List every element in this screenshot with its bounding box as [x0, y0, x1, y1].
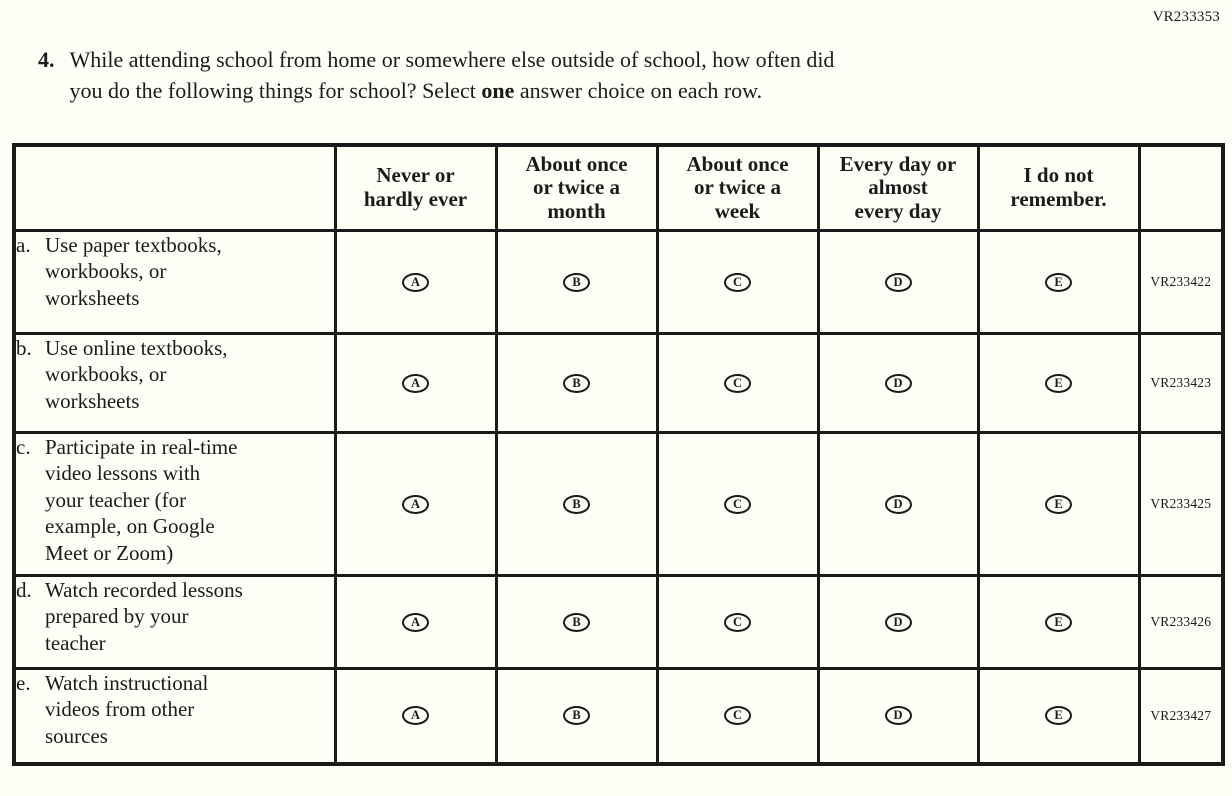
- header-row: [14, 145, 1223, 231]
- option-cell: [818, 433, 978, 576]
- option-cell: [657, 576, 818, 669]
- bubble-d-A[interactable]: A: [402, 613, 429, 632]
- question-text-line2: you do the following things for school? Select: [69, 78, 482, 104]
- option-cell: [978, 231, 1139, 334]
- column-header-do-not-remember: I do not remember.: [978, 145, 1139, 231]
- row-code-a: VR233422: [1139, 231, 1223, 334]
- row-prefix-a: a.: [16, 233, 31, 257]
- bubble-d-E[interactable]: E: [1045, 613, 1072, 632]
- option-cell: [818, 231, 978, 334]
- bubble-b-B[interactable]: B: [563, 374, 590, 393]
- table-row-c: [14, 433, 1223, 576]
- row-label-d: [14, 576, 335, 669]
- option-cell: [657, 669, 818, 764]
- row-code-b: VR233423: [1139, 334, 1223, 433]
- row-text-e: Watch instructional videos from other sources: [45, 671, 209, 748]
- row-text-c: Participate in real-time video lessons with your teacher (for example, on Google Meet or Zoom): [45, 435, 238, 565]
- row-prefix-c: c.: [16, 435, 31, 459]
- bubble-d-B[interactable]: B: [563, 613, 590, 632]
- bubble-b-E[interactable]: E: [1045, 374, 1072, 393]
- row-text-b: Use online textbooks, workbooks, or worksheets: [45, 336, 228, 413]
- option-cell: [335, 576, 496, 669]
- question-text: [70, 44, 1119, 106]
- bubble-c-B[interactable]: B: [563, 495, 590, 514]
- option-cell: [978, 669, 1139, 764]
- bubble-a-A[interactable]: A: [402, 273, 429, 292]
- table-row-a: [14, 231, 1223, 334]
- bubble-a-C[interactable]: C: [724, 273, 751, 292]
- row-text-a: Use paper textbooks, workbooks, or worksheets: [45, 233, 222, 310]
- option-cell: [657, 334, 818, 433]
- bubble-e-A[interactable]: A: [402, 706, 429, 725]
- bubble-a-B[interactable]: B: [563, 273, 590, 292]
- option-cell: [335, 669, 496, 764]
- column-header-once-twice-month: About once or twice a month: [496, 145, 657, 231]
- column-header-once-twice-week: About once or twice a week: [657, 145, 818, 231]
- column-header-every-day: Every day or almost every day: [818, 145, 978, 231]
- row-prefix-e: e.: [16, 671, 31, 695]
- bubble-d-D[interactable]: D: [885, 613, 912, 632]
- option-cell: [496, 231, 657, 334]
- question-text-line1: While attending school from home or somewhere else outside of school, how often did: [69, 47, 835, 72]
- option-cell: [335, 433, 496, 576]
- bubble-e-D[interactable]: D: [885, 706, 912, 725]
- bubble-e-B[interactable]: B: [563, 706, 590, 725]
- row-prefix-b: b.: [16, 336, 32, 360]
- option-cell: [978, 576, 1139, 669]
- option-cell: [978, 433, 1139, 576]
- bubble-b-C[interactable]: C: [724, 374, 751, 393]
- page-form-code: VR233353: [1152, 9, 1220, 25]
- option-cell: [978, 334, 1139, 433]
- row-code-d: VR233426: [1139, 576, 1223, 669]
- option-cell: [657, 231, 818, 334]
- row-label-e: [14, 669, 335, 764]
- option-cell: [496, 669, 657, 764]
- table-row-b: [14, 334, 1223, 433]
- bubble-c-D[interactable]: D: [885, 495, 912, 514]
- bubble-c-A[interactable]: A: [402, 495, 429, 514]
- table-row-d: [14, 576, 1223, 669]
- row-label-c: [14, 433, 335, 576]
- bubble-e-C[interactable]: C: [724, 706, 751, 725]
- question-text-bold-word: one: [481, 78, 515, 104]
- bubble-c-E[interactable]: E: [1045, 495, 1072, 514]
- question-number: 4.: [38, 47, 55, 72]
- bubble-d-C[interactable]: C: [724, 613, 751, 632]
- row-code-c: VR233425: [1139, 433, 1223, 576]
- option-cell: [818, 669, 978, 764]
- option-cell: [335, 231, 496, 334]
- option-cell: [818, 334, 978, 433]
- option-cell: [496, 576, 657, 669]
- option-cell: [496, 334, 657, 433]
- option-cell: [818, 576, 978, 669]
- header-cell-empty-left: [14, 145, 335, 231]
- bubble-e-E[interactable]: E: [1045, 706, 1072, 725]
- header-cell-empty-right: [1139, 145, 1223, 231]
- option-cell: [657, 433, 818, 576]
- question-block: [38, 44, 1118, 106]
- answer-matrix-table: [12, 143, 1225, 766]
- option-cell: [335, 334, 496, 433]
- option-cell: [496, 433, 657, 576]
- question-text-line2-end: answer choice on each row.: [514, 78, 763, 104]
- bubble-b-D[interactable]: D: [885, 374, 912, 393]
- table-row-e: [14, 669, 1223, 764]
- row-text-d: Watch recorded lessons prepared by your teacher: [45, 578, 243, 655]
- bubble-b-A[interactable]: A: [402, 374, 429, 393]
- column-header-never: Never or hardly ever: [335, 145, 496, 231]
- row-prefix-d: d.: [16, 578, 32, 602]
- bubble-c-C[interactable]: C: [724, 495, 751, 514]
- row-label-b: [14, 334, 335, 433]
- row-code-e: VR233427: [1139, 669, 1223, 764]
- bubble-a-D[interactable]: D: [885, 273, 912, 292]
- bubble-a-E[interactable]: E: [1045, 273, 1072, 292]
- row-label-a: [14, 231, 335, 334]
